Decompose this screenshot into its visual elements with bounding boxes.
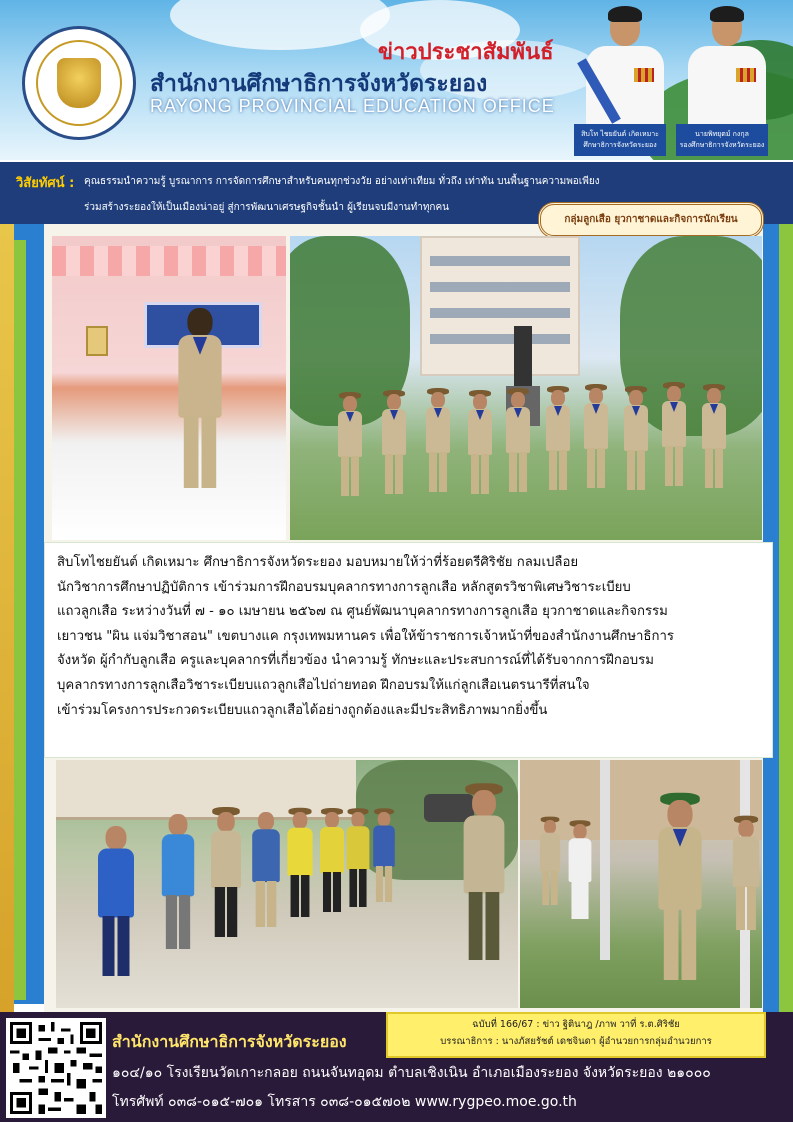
official-name: สิบโท ไชยยันต์ เกิดเหมาะ [581, 130, 659, 138]
article-line: นักวิชาการศึกษาปฏิบัติการ เข้าร่วมการฝึกอบรมบุคลากรทางการลูกเสือ หลักสูตรวิชาพิเศษวิชาระเบียบ [57, 579, 631, 595]
footer-org-name: สำนักงานศึกษาธิการจังหวัดระยอง [112, 1032, 347, 1051]
speaker-figure [626, 800, 734, 1008]
article-line: แถวลูกเสือ ระหว่างวันที่ ๗ - ๑๐ เมษายน ๒๕๖๗ ณ ศูนย์พัฒนาบุคลากรทางการลูกเสือ ยุวกาชาดและกิจกรรม [57, 604, 668, 620]
office-logo [22, 26, 136, 140]
qr-code-icon[interactable] [6, 1018, 106, 1118]
emblem-icon [57, 58, 101, 108]
scout-leader-figure [146, 308, 254, 540]
photo-lineup-training [56, 760, 518, 1008]
article-line: สิบโทไชยยันต์ เกิดเหมาะ ศึกษาธิการจังหวัดระยอง มอบหมายให้ว่าที่ร้อยตรีศิริชัย กลมเปลือย [57, 555, 579, 570]
instructor-figure [433, 790, 518, 1008]
article-line: จังหวัด ผู้กำกับลูกเสือ ครูและบุคลากรที่เกี่ยวข้อง นำความรู้ ทักษะและประสบการณ์ที่ได้รับจากการฝึกอบรม [57, 653, 654, 669]
org-name-th: สำนักงานศึกษาธิการจังหวัดระยอง [150, 70, 488, 96]
vision-line-1: คุณธรรมนำความรู้ บูรณาการ การจัดการศึกษาสำหรับคนทุกช่วงวัย อย่างเท่าเทียม ทั่วถึง เท่าทัน บนพื้นฐานความพอเพียง [84, 176, 600, 187]
official-name: นายพิทยุตม์ กงกุล [695, 130, 749, 138]
scout-figure [684, 388, 744, 508]
news-label: ข่าวประชาสัมพันธ์ [378, 39, 554, 65]
photo-speaker [520, 760, 762, 1008]
official-photo-2 [682, 6, 772, 124]
official-title: ศึกษาธิการจังหวัดระยอง [583, 141, 657, 149]
issue-editor-line: บรรณาธิการ : นางภัสยรัชต์ เดชจินดา ผู้อำนวยการกลุ่มอำนวยการ [440, 1036, 712, 1047]
scout-figure [561, 824, 599, 938]
department-badge: กลุ่มลูกเสือ ยุวกาชาดและกิจการนักเรียน [538, 202, 764, 238]
article-paragraph [57, 551, 762, 723]
official-card-1 [574, 124, 666, 156]
photo-indoor-portrait [52, 236, 286, 540]
right-stripe-green [779, 224, 793, 1014]
article-line: บุคลากรทางการลูกเสือวิชาระเบียบแถวลูกเสือไปถ่ายทอด ฝึกอบรมให้แก่ลูกเสือเนตรนารีที่สนใจ [57, 677, 590, 693]
article-body [44, 542, 773, 758]
trainee-figure [357, 812, 411, 920]
left-stripe-yellow [0, 224, 14, 1014]
page-header [0, 0, 793, 160]
footer-contact: โทรศัพท์ ๐๓๘-๐๑๕-๗๐๑ โทรสาร ๐๓๘-๐๑๕๗๐๒ www.rygpeo.moe.go.th [112, 1094, 577, 1110]
issue-credit-line: ฉบับที่ 166/67 : ข่าว ฐิตินาฎ /ภาพ วาที่ ร.ต.ศิริชัย [472, 1019, 680, 1030]
article-line: เยาวชน "ผิน แจ่มวิชาสอน" เขตบางแค กรุงเทพมหานคร เพื่อให้ข้าราชการเจ้าหน้าที่ของสำนักงานศึกษาธิการ [57, 628, 674, 644]
photo-group-outdoor [290, 236, 762, 540]
vision-line-2: ร่วมสร้างระยองให้เป็นเมืองน่าอยู่ สู่การพัฒนาเศรษฐกิจชั้นนำ ผู้เรียนจบมีงานทำทุกคน [84, 202, 449, 213]
article-line: เข้าร่วมโครงการประกวดระเบียบแถวลูกเสือได้อย่างถูกต้องและมีประสิทธิภาพมากยิ่งขึ้น [57, 702, 548, 718]
vision-label: วิสัยทัศน์ : [16, 176, 75, 191]
official-title: รองศึกษาธิการจังหวัดระยอง [679, 141, 765, 149]
official-card-2 [676, 124, 768, 156]
official-photo-1 [580, 6, 670, 124]
org-name-en: RAYONG PROVINCIAL EDUCATION OFFICE [150, 96, 555, 116]
issue-info-box [386, 1012, 766, 1058]
left-stripe-green [14, 240, 26, 1000]
footer-address: ๑๐๔/๑๐ โรงเรียนวัดเกาะกลอย ถนนจันทอุดม ตำบลเชิงเนิน อำเภอเมืองระยอง จังหวัดระยอง ๒๑๐๐๐ [112, 1065, 711, 1081]
